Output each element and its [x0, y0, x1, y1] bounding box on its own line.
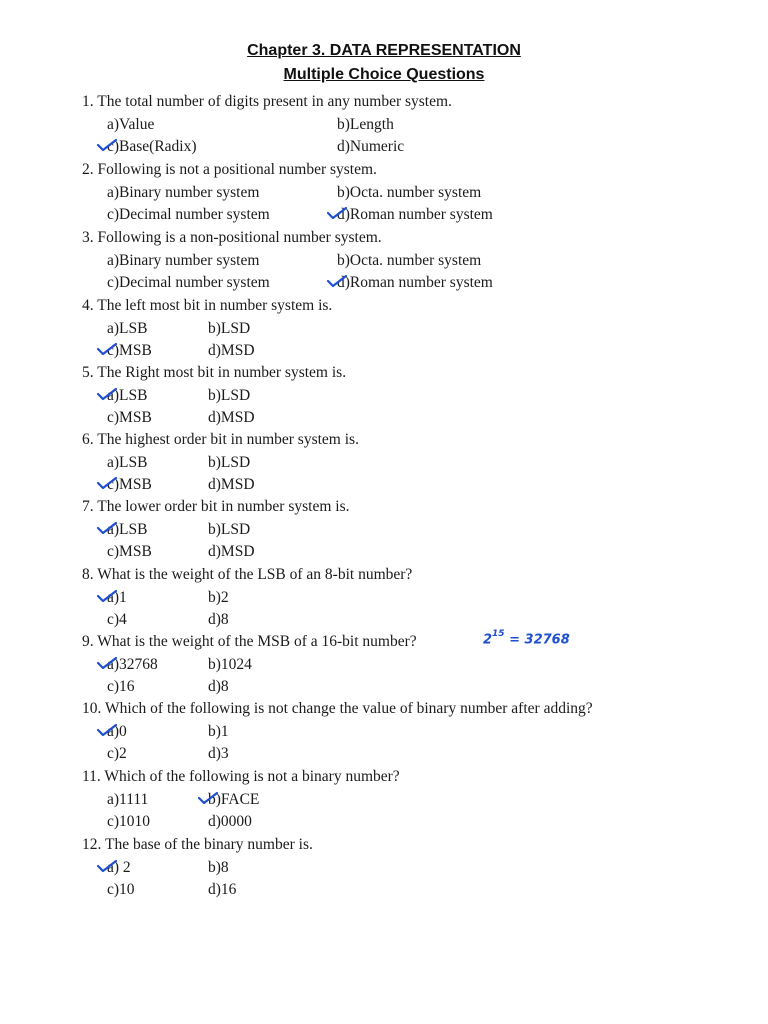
- option-c[interactable]: c)MSB: [107, 342, 152, 359]
- option-c[interactable]: c)Base(Radix): [107, 138, 197, 155]
- question-text: 3. Following is a non-positional number system.: [82, 229, 382, 246]
- option-b[interactable]: b)1024: [208, 655, 252, 673]
- option-c[interactable]: c)10: [107, 881, 135, 898]
- option-b[interactable]: b)2: [208, 588, 229, 606]
- answer-checkmark-icon: [197, 791, 219, 805]
- option-c[interactable]: c)2: [107, 745, 127, 762]
- chapter-title: Chapter 3. DATA REPRESENTATION: [247, 42, 521, 59]
- answer-checkmark-icon: [96, 859, 118, 873]
- section-subtitle: Multiple Choice Questions: [283, 66, 485, 83]
- answer-checkmark-icon: [326, 206, 348, 220]
- option-a[interactable]: a)LSB: [107, 319, 148, 337]
- option-d[interactable]: d)MSD: [208, 543, 255, 560]
- option-d[interactable]: d)3: [208, 745, 229, 762]
- answer-checkmark-icon: [96, 723, 118, 737]
- option-b[interactable]: b)Octa. number system: [337, 183, 482, 201]
- question-text: 9. What is the weight of the MSB of a 16-bit number?: [82, 633, 417, 650]
- option-d[interactable]: d)8: [208, 678, 229, 695]
- option-c[interactable]: c)Decimal number system: [107, 206, 270, 223]
- question-text: 5. The Right most bit in number system is.: [82, 364, 347, 381]
- question-text: 8. What is the weight of the LSB of an 8-bit number?: [82, 566, 413, 583]
- option-a[interactable]: a)Binary number system: [107, 183, 260, 201]
- option-a[interactable]: a)Binary number system: [107, 251, 260, 269]
- answer-checkmark-icon: [326, 274, 348, 288]
- option-d[interactable]: d)Roman number system: [337, 206, 493, 223]
- option-a[interactable]: a)LSB: [107, 386, 148, 404]
- option-b[interactable]: b)Length: [337, 115, 394, 133]
- option-a[interactable]: a)LSB: [107, 520, 148, 538]
- option-a[interactable]: a)0: [107, 722, 127, 740]
- answer-checkmark-icon: [96, 138, 118, 152]
- answer-checkmark-icon: [96, 521, 118, 535]
- option-d[interactable]: d)MSD: [208, 342, 255, 359]
- option-a[interactable]: a)1: [107, 588, 127, 606]
- answer-checkmark-icon: [96, 589, 118, 603]
- option-c[interactable]: c)MSB: [107, 409, 152, 426]
- question-text: 6. The highest order bit in number system is.: [82, 431, 359, 448]
- handwritten-note: [483, 631, 570, 647]
- answer-checkmark-icon: [96, 656, 118, 670]
- option-b[interactable]: b)LSD: [208, 386, 251, 404]
- option-c[interactable]: c)MSB: [107, 543, 152, 560]
- option-c[interactable]: c)4: [107, 611, 127, 628]
- option-d[interactable]: d)MSD: [208, 409, 255, 426]
- option-d[interactable]: d)Numeric: [337, 138, 405, 155]
- option-b[interactable]: b)FACE: [208, 790, 260, 808]
- option-d[interactable]: d)8: [208, 611, 229, 628]
- answer-checkmark-icon: [96, 387, 118, 401]
- option-a[interactable]: a)1111: [107, 790, 149, 808]
- question-text: 12. The base of the binary number is.: [82, 836, 313, 853]
- option-c[interactable]: c)Decimal number system: [107, 274, 270, 291]
- option-d[interactable]: d)MSD: [208, 476, 255, 493]
- note-base: 2: [483, 632, 493, 648]
- option-b[interactable]: b)LSD: [208, 453, 251, 471]
- question-text: 1. The total number of digits present in any number system.: [82, 93, 452, 110]
- option-a[interactable]: a)LSB: [107, 453, 148, 471]
- option-b[interactable]: b)Octa. number system: [337, 251, 482, 269]
- option-d[interactable]: d)0000: [208, 813, 252, 830]
- question-text: 11. Which of the following is not a binary number?: [82, 768, 400, 785]
- option-a[interactable]: a)32768: [107, 655, 158, 673]
- note-result: = 32768: [509, 632, 570, 648]
- option-c[interactable]: c)MSB: [107, 476, 152, 493]
- option-b[interactable]: b)LSD: [208, 319, 251, 337]
- answer-checkmark-icon: [96, 342, 118, 356]
- option-d[interactable]: d)Roman number system: [337, 274, 493, 291]
- option-c[interactable]: c)1010: [107, 813, 151, 830]
- option-b[interactable]: b)LSD: [208, 520, 251, 538]
- question-text: 7. The lower order bit in number system is.: [82, 498, 350, 515]
- option-a[interactable]: a) 2: [107, 858, 131, 876]
- option-b[interactable]: b)8: [208, 858, 229, 876]
- answer-checkmark-icon: [96, 476, 118, 490]
- option-d[interactable]: d)16: [208, 881, 237, 898]
- question-text: 4. The left most bit in number system is.: [82, 297, 333, 314]
- question-text: 10. Which of the following is not change the value of binary number after adding?: [82, 700, 593, 717]
- option-a[interactable]: a)Value: [107, 115, 155, 133]
- note-exponent: 15: [492, 629, 505, 639]
- option-b[interactable]: b)1: [208, 722, 229, 740]
- option-c[interactable]: c)16: [107, 678, 135, 695]
- question-text: 2. Following is not a positional number system.: [82, 161, 377, 178]
